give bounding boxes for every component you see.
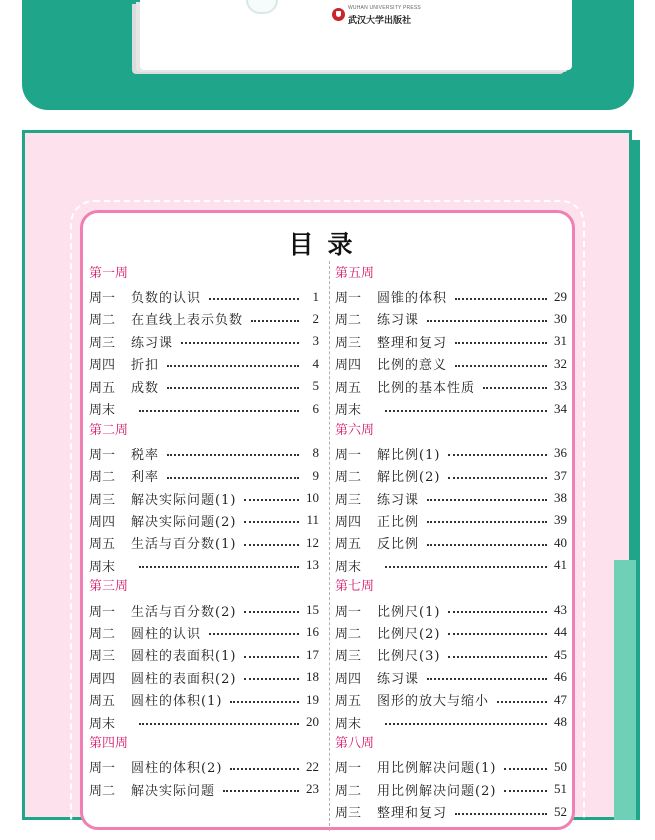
- entry-page-number: 51: [554, 781, 567, 797]
- entry-day: 周五: [335, 537, 362, 553]
- dot-leader: [448, 477, 547, 479]
- entry-day: 周五: [89, 537, 116, 553]
- entry-topic: 比例的意义: [377, 358, 448, 374]
- entry-page-number: 44: [554, 624, 567, 640]
- toc-entry: [89, 554, 319, 576]
- entry-day: 周四: [335, 514, 362, 530]
- entry-day: 周二: [89, 783, 116, 799]
- entry-day: 周一: [335, 447, 362, 463]
- entry-day: 周一: [335, 761, 362, 777]
- toc-entry: [89, 375, 319, 397]
- entry-day: 周五: [335, 380, 362, 396]
- toc-entry: [89, 599, 319, 621]
- entry-day: 周末: [89, 559, 116, 575]
- entry-page-number: 52: [554, 803, 567, 819]
- entry-page-number: 17: [306, 646, 319, 662]
- entry-topic: 圆柱的体积(2): [131, 761, 223, 777]
- dot-leader: [167, 387, 299, 389]
- publisher-english-name: WUHAN UNIVERSITY PRESS: [348, 5, 421, 11]
- entry-page-number: 19: [306, 691, 319, 707]
- entry-day: 周一: [89, 291, 116, 307]
- entry-page-number: 5: [312, 378, 319, 394]
- toc-entry: [89, 465, 319, 487]
- entry-page-number: 13: [306, 557, 319, 573]
- dot-leader: [497, 701, 547, 703]
- dot-leader: [427, 521, 547, 523]
- entry-topic: 生活与百分数(2): [131, 604, 237, 620]
- dot-leader: [167, 477, 299, 479]
- entry-day: 周末: [335, 403, 362, 419]
- dot-leader: [427, 320, 547, 322]
- entry-day: 周五: [89, 380, 116, 396]
- dot-leader: [230, 701, 299, 703]
- entry-page-number: 43: [554, 602, 567, 618]
- decorative-strip: [614, 560, 636, 820]
- entry-topic: 比例尺(3): [377, 649, 441, 665]
- entry-page-number: 50: [554, 758, 567, 774]
- entry-day: 周四: [89, 358, 116, 374]
- toc-entry: [89, 308, 319, 330]
- toc-entry: [89, 688, 319, 710]
- toc-entry: [89, 330, 319, 352]
- toc-entry: [335, 800, 567, 822]
- dot-leader: [223, 790, 299, 792]
- table-of-contents: [80, 210, 575, 830]
- entry-page-number: 9: [312, 467, 319, 483]
- week-heading: 第二周: [89, 422, 129, 438]
- dot-leader: [448, 656, 547, 658]
- week-heading: 第五周: [335, 266, 375, 281]
- toc-entry: [89, 509, 319, 531]
- entry-topic: 负数的认识: [131, 291, 202, 307]
- entry-day: 周一: [89, 761, 116, 777]
- toc-entry: [335, 621, 567, 643]
- entry-day: 周末: [89, 403, 116, 419]
- entry-page-number: 40: [554, 534, 567, 550]
- entry-topic: 比例尺(1): [377, 604, 441, 620]
- publisher-chinese-name: 武汉大学出版社: [348, 16, 412, 26]
- entry-topic: 解决实际问题: [131, 783, 216, 799]
- toc-entry: [335, 353, 567, 375]
- dot-leader: [385, 410, 547, 412]
- entry-day: 周三: [335, 335, 362, 351]
- entry-page-number: 2: [312, 310, 319, 326]
- dot-leader: [385, 723, 547, 725]
- entry-topic: 税率: [131, 447, 160, 463]
- toc-entry: [335, 756, 567, 778]
- dot-leader: [244, 678, 299, 680]
- entry-day: 周三: [89, 492, 116, 508]
- toc-entry: [335, 397, 567, 419]
- dot-leader: [427, 499, 547, 501]
- entry-page-number: 32: [554, 355, 567, 371]
- entry-day: 周三: [89, 335, 116, 351]
- entry-day: 周末: [335, 716, 362, 732]
- entry-page-number: 23: [306, 781, 319, 797]
- entry-topic: 正比例: [377, 514, 420, 530]
- toc-entry: [335, 644, 567, 666]
- entry-day: 周五: [335, 694, 362, 710]
- toc-entry: [89, 285, 319, 307]
- entry-topic: 解比例(2): [377, 470, 441, 486]
- dot-leader: [385, 566, 547, 568]
- entry-page-number: 36: [554, 445, 567, 461]
- entry-topic: 用比例解决问题(1): [377, 761, 497, 777]
- entry-day: 周四: [335, 671, 362, 687]
- entry-day: 周四: [335, 358, 362, 374]
- entry-day: 周二: [335, 313, 362, 329]
- entry-page-number: 48: [554, 714, 567, 729]
- toc-entry: [335, 330, 567, 352]
- publisher-logo-icon: [332, 8, 345, 21]
- dot-leader: [244, 611, 299, 613]
- dot-leader: [455, 342, 547, 344]
- toc-entry: [89, 532, 319, 554]
- entry-topic: 生活与百分数(1): [131, 537, 237, 553]
- entry-page-number: 38: [554, 490, 567, 506]
- dot-leader: [209, 633, 299, 635]
- entry-topic: 练习课: [377, 492, 420, 508]
- dot-leader: [251, 320, 299, 322]
- entry-page-number: 34: [554, 400, 567, 416]
- entry-day: 周一: [89, 604, 116, 620]
- toc-entry: [89, 756, 319, 778]
- entry-page-number: 20: [306, 714, 319, 729]
- toc-entry: [335, 688, 567, 710]
- toc-entry: [89, 778, 319, 800]
- column-divider: [329, 261, 330, 831]
- toc-entry: [89, 487, 319, 509]
- entry-topic: 比例的基本性质: [377, 380, 476, 396]
- book-cover-bottom: [140, 0, 572, 70]
- dot-leader: [167, 454, 299, 456]
- entry-page-number: 1: [312, 288, 319, 304]
- entry-page-number: 18: [306, 669, 319, 685]
- dot-leader: [244, 499, 299, 501]
- entry-page-number: 6: [312, 400, 319, 416]
- week-heading: 第八周: [335, 736, 375, 752]
- dot-leader: [244, 521, 299, 523]
- dot-leader: [504, 768, 547, 770]
- entry-page-number: 15: [306, 602, 319, 618]
- entry-page-number: 33: [554, 378, 567, 394]
- toc-entry: [335, 599, 567, 621]
- entry-page-number: 47: [554, 691, 567, 707]
- entry-day: 周二: [89, 313, 116, 329]
- toc-entry: [89, 666, 319, 688]
- entry-topic: 练习课: [377, 671, 420, 687]
- toc-entry: [335, 442, 567, 464]
- entry-page-number: 12: [306, 534, 319, 550]
- entry-page-number: 4: [312, 355, 319, 371]
- entry-page-number: 30: [554, 310, 567, 326]
- week-heading: 第一周: [89, 266, 129, 281]
- cover-illustration: [246, 0, 278, 14]
- entry-topic: 反比例: [377, 537, 420, 553]
- entry-page-number: 31: [554, 333, 567, 349]
- dot-leader: [139, 723, 299, 725]
- week-heading: 第三周: [89, 579, 129, 595]
- dot-leader: [448, 454, 547, 456]
- week-heading: 第七周: [335, 579, 375, 595]
- toc-entry: [335, 465, 567, 487]
- toc-entry: [335, 375, 567, 397]
- entry-page-number: 29: [554, 288, 567, 304]
- entry-day: 周末: [89, 716, 116, 732]
- entry-day: 周一: [89, 447, 116, 463]
- toc-entry: [89, 621, 319, 643]
- entry-page-number: 16: [306, 624, 319, 640]
- entry-topic: 解比例(1): [377, 447, 441, 463]
- week-heading: 第六周: [335, 422, 375, 438]
- entry-page-number: 45: [554, 646, 567, 662]
- entry-topic: 整理和复习: [377, 335, 448, 351]
- entry-topic: 比例尺(2): [377, 626, 441, 642]
- dot-leader: [455, 365, 547, 367]
- entry-day: 周一: [335, 604, 362, 620]
- entry-page-number: 41: [554, 557, 567, 573]
- entry-day: 周三: [335, 492, 362, 508]
- entry-page-number: 39: [554, 512, 567, 528]
- entry-day: 周末: [335, 559, 362, 575]
- toc-entry: [89, 442, 319, 464]
- top-band: [22, 0, 634, 110]
- dot-leader: [139, 410, 299, 412]
- toc-right-column: [335, 263, 567, 823]
- entry-page-number: 8: [312, 445, 319, 461]
- entry-topic: 整理和复习: [377, 806, 448, 822]
- entry-topic: 圆柱的表面积(2): [131, 671, 237, 687]
- entry-topic: 圆柱的体积(1): [131, 694, 223, 710]
- toc-entry: [335, 711, 567, 733]
- entry-topic: 成数: [131, 380, 160, 396]
- toc-entry: [335, 285, 567, 307]
- toc-left-column: [89, 263, 319, 800]
- entry-page-number: 11: [306, 512, 319, 528]
- dot-leader: [504, 790, 547, 792]
- entry-page-number: 46: [554, 669, 567, 685]
- entry-page-number: 22: [306, 758, 319, 774]
- toc-entry: [89, 353, 319, 375]
- toc-title: 目录: [288, 230, 367, 259]
- entry-day: 周三: [335, 806, 362, 822]
- dot-leader: [230, 768, 299, 770]
- entry-day: 周五: [89, 694, 116, 710]
- entry-page-number: 37: [554, 467, 567, 483]
- toc-entry: [89, 397, 319, 419]
- toc-entry: [335, 308, 567, 330]
- week-heading: 第四周: [89, 736, 129, 752]
- entry-topic: 练习课: [131, 335, 174, 351]
- entry-day: 周四: [89, 671, 116, 687]
- entry-topic: 解决实际问题(2): [131, 514, 237, 530]
- dot-leader: [167, 365, 299, 367]
- entry-topic: 用比例解决问题(2): [377, 783, 497, 799]
- toc-entry: [335, 554, 567, 576]
- dot-leader: [448, 611, 547, 613]
- entry-day: 周三: [335, 649, 362, 665]
- toc-entry: [335, 778, 567, 800]
- entry-page-number: 10: [306, 490, 319, 506]
- entry-topic: 图形的放大与缩小: [377, 694, 490, 710]
- entry-topic: 利率: [131, 470, 160, 486]
- dot-leader: [455, 298, 547, 300]
- entry-day: 周四: [89, 514, 116, 530]
- entry-page-number: 3: [312, 333, 319, 349]
- toc-entry: [335, 666, 567, 688]
- toc-entry: [89, 711, 319, 733]
- entry-day: 周二: [335, 783, 362, 799]
- dot-leader: [209, 298, 299, 300]
- entry-topic: 圆柱的表面积(1): [131, 649, 237, 665]
- dot-leader: [483, 387, 547, 389]
- entry-topic: 圆锥的体积: [377, 291, 448, 307]
- dot-leader: [139, 566, 299, 568]
- entry-day: 周一: [335, 291, 362, 307]
- toc-entry: [89, 644, 319, 666]
- entry-day: 周二: [335, 626, 362, 642]
- dot-leader: [455, 813, 547, 815]
- entry-day: 周二: [89, 470, 116, 486]
- dot-leader: [244, 656, 299, 658]
- entry-day: 周二: [335, 470, 362, 486]
- toc-entry: [335, 487, 567, 509]
- entry-topic: 练习课: [377, 313, 420, 329]
- entry-day: 周三: [89, 649, 116, 665]
- entry-topic: 在直线上表示负数: [131, 313, 244, 329]
- dot-leader: [181, 342, 299, 344]
- entry-topic: 解决实际问题(1): [131, 492, 237, 508]
- toc-entry: [335, 532, 567, 554]
- entry-day: 周二: [89, 626, 116, 642]
- toc-entry: [335, 509, 567, 531]
- dot-leader: [427, 544, 547, 546]
- dot-leader: [448, 633, 547, 635]
- dot-leader: [427, 678, 547, 680]
- entry-topic: 圆柱的认识: [131, 626, 202, 642]
- dot-leader: [244, 544, 299, 546]
- entry-topic: 折扣: [131, 358, 160, 374]
